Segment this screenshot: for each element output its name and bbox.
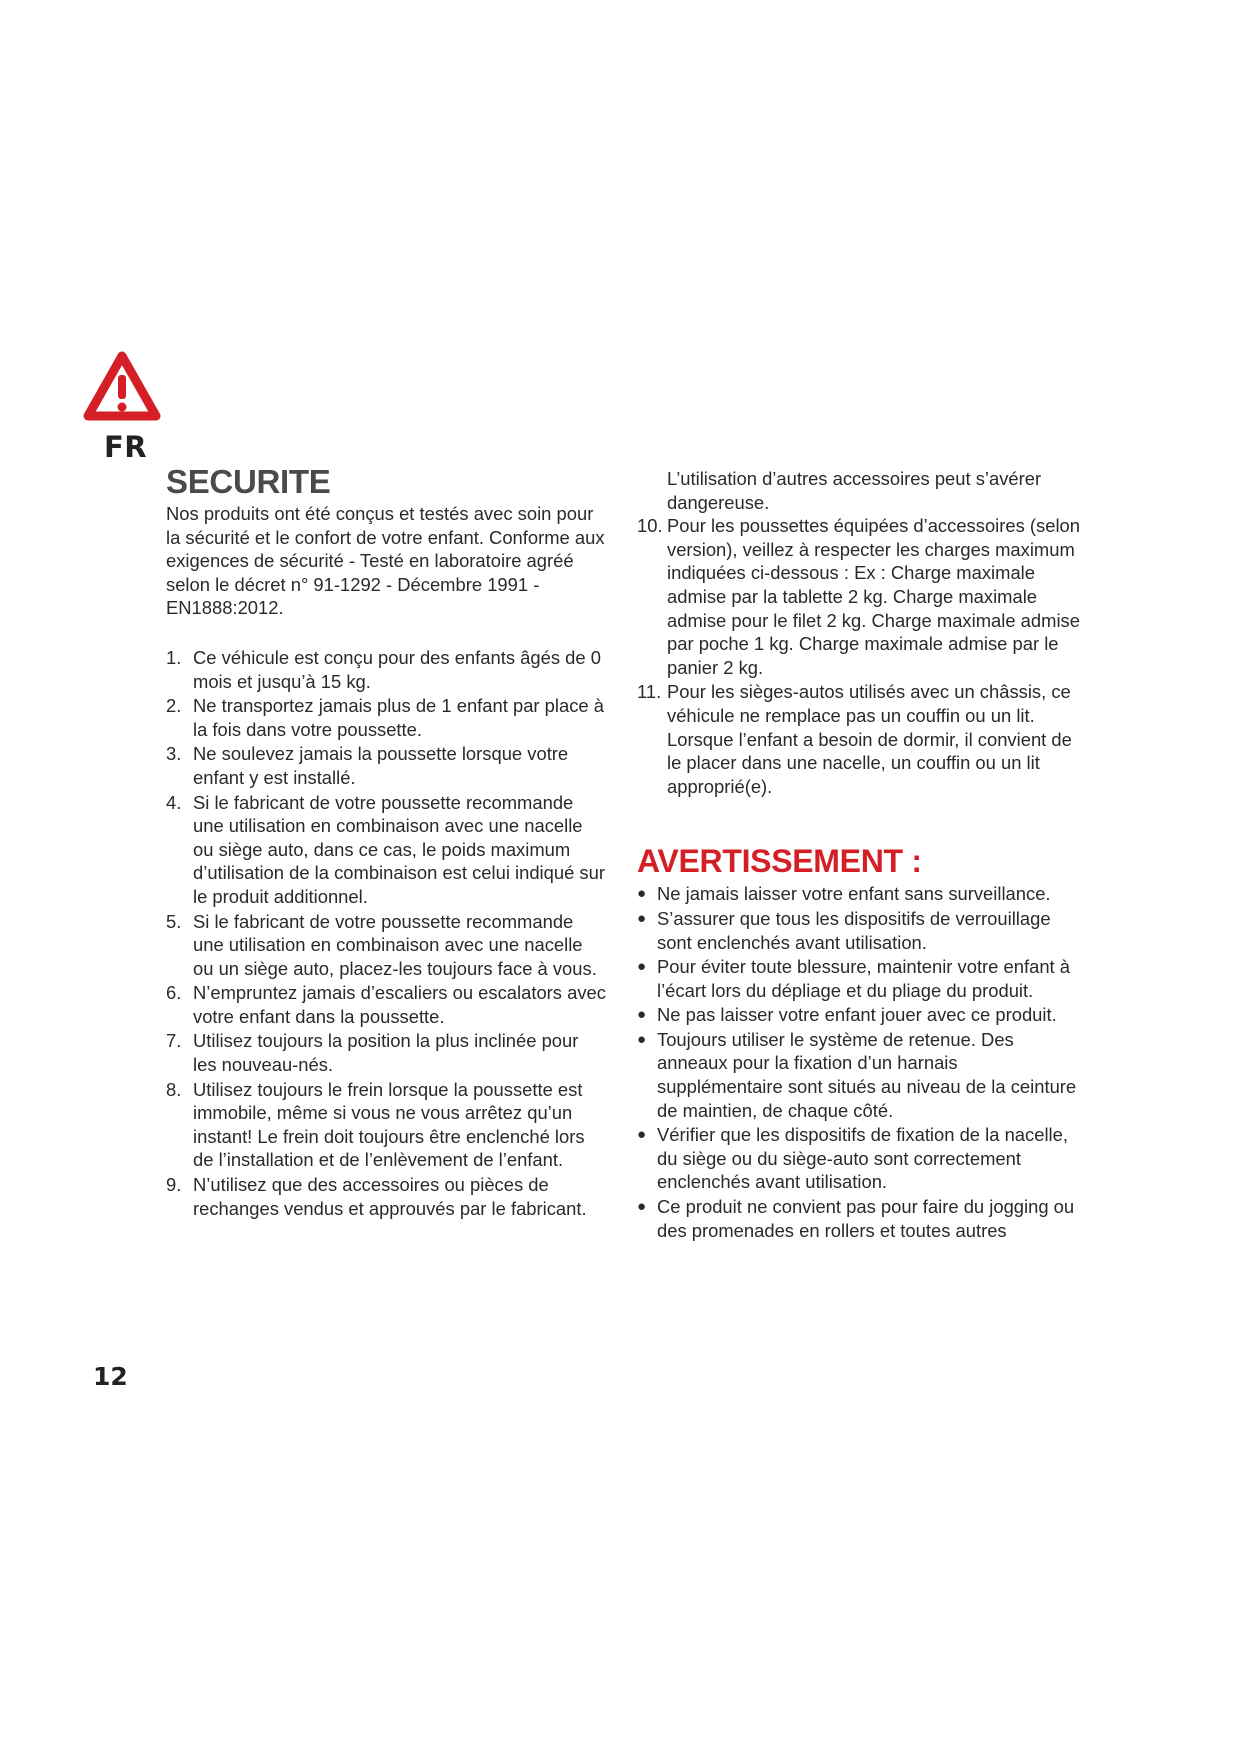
list-item-number: 8. bbox=[166, 1078, 182, 1100]
list-item-number: 4. bbox=[166, 791, 182, 813]
list-item-text: Pour les sièges-autos utilisés avec un châssis, ce véhicule ne remplace pas un couffin ou un lit. Lorsque l’enfant a besoin de dormir, il convient de le placer dans une nacelle, un couffin ou un lit approprié(e). bbox=[667, 681, 1072, 797]
list-item-text: Si le fabricant de votre poussette recommande une utilisation en combinaison avec une nacelle ou siège auto, dans ce cas, le poids maximum d’utilisation de la combinaison est celui indiqué sur le produit additionnel. bbox=[193, 791, 605, 907]
warning-item bbox=[637, 1003, 1087, 1027]
list-item-text: Ce véhicule est conçu pour des enfants âgés de 0 mois et jusqu’à 15 kg. bbox=[193, 646, 601, 692]
bullet-icon: ● bbox=[637, 1198, 647, 1216]
list-item-text: Pour les poussettes équipées d’accessoires (selon version), veillez à respecter les charges maximum indiquées ci-dessous : Ex : Charge maximale admise par la tablette 2 kg. Charge maximale admise pour le filet 2 kg. Charge maximale admise par poche 1 kg. Charge maximale admise par le panier 2 kg. bbox=[667, 515, 1080, 678]
bullet-icon: ● bbox=[637, 885, 647, 903]
securite-intro: Nos produits ont été conçus et testés avec soin pour la sécurité et le confort de votre enfant. Conforme aux exigences de sécurité - Testé en laboratoire agréé selon le décret n° 91-1292 - Décembre 1991 - EN1888:2012. bbox=[166, 503, 605, 619]
warning-item-text: Toujours utiliser le système de retenue. Des anneaux pour la fixation d’un harnais supplémentaire sont situés au niveau de la ceinture de maintien, de chaque côté. bbox=[657, 1028, 1077, 1121]
warning-item-text: Ne jamais laisser votre enfant sans surveillance. bbox=[657, 883, 1051, 905]
bullet-icon: ● bbox=[637, 909, 647, 927]
list-item-number: 9. bbox=[166, 1174, 182, 1196]
securite-title: SECURITE bbox=[166, 463, 331, 500]
warning-item bbox=[637, 1195, 1087, 1242]
warning-item bbox=[637, 955, 1087, 1002]
bullet-icon: ● bbox=[637, 1030, 647, 1048]
warning-item-text: S’assurer que tous les dispositifs de verrouillage sont enclenchés avant utilisation. bbox=[657, 907, 1051, 953]
list-item-text: Ne soulevez jamais la poussette lorsque votre enfant y est installé. bbox=[193, 743, 569, 788]
warning-item bbox=[637, 1028, 1087, 1122]
warning-item bbox=[637, 882, 1087, 906]
left-column bbox=[166, 462, 606, 1221]
bullet-icon: ● bbox=[637, 958, 647, 976]
list-item-number: 10. bbox=[637, 515, 663, 537]
list-item-number: 11. bbox=[637, 681, 662, 703]
warning-triangle-icon bbox=[82, 350, 162, 424]
right-column bbox=[637, 467, 1087, 1243]
list-item-number: 6. bbox=[166, 982, 182, 1004]
list-item bbox=[166, 981, 606, 1028]
list-item bbox=[166, 742, 606, 789]
language-code: FR bbox=[104, 430, 148, 464]
warning-item-text: Ce produit ne convient pas pour faire du jogging ou des promenades en rollers et toutes autres bbox=[657, 1196, 1075, 1241]
avertissement-list bbox=[637, 882, 1087, 1242]
list-item-text: N’utilisez que des accessoires ou pièces de rechanges vendus et approuvés par le fabricant. bbox=[193, 1174, 587, 1219]
list-item bbox=[166, 1173, 606, 1220]
list-item bbox=[166, 1078, 606, 1172]
bullet-icon: ● bbox=[637, 1006, 647, 1024]
item-9-continuation: L’utilisation d’autres accessoires peut s’avérer dangereuse. bbox=[667, 468, 1042, 513]
bullet-icon: ● bbox=[637, 1126, 647, 1144]
avertissement-title: AVERTISSEMENT : bbox=[637, 843, 922, 880]
list-item-text: Utilisez toujours le frein lorsque la poussette est immobile, même si vous ne vous arrêtez qu’un instant! Le frein doit toujours être enclenché lors de l’installation et de l’enlèvement de l’enfant. bbox=[193, 1078, 585, 1171]
warning-item-text: Pour éviter toute blessure, maintenir votre enfant à l’écart lors du dépliage et du pliage du produit. bbox=[657, 956, 1070, 1001]
list-item-number: 2. bbox=[166, 695, 182, 717]
list-item bbox=[166, 791, 606, 909]
warning-item-text: Vérifier que les dispositifs de fixation de la nacelle, du siège ou du siège-auto sont correctement enclenchés avant utilisation. bbox=[657, 1124, 1068, 1193]
list-item-text: Utilisez toujours la position la plus inclinée pour les nouveau-nés. bbox=[193, 1030, 579, 1076]
list-item bbox=[637, 680, 1087, 798]
list-item bbox=[166, 1029, 606, 1076]
securite-list-continued bbox=[637, 514, 1087, 798]
warning-item-text: Ne pas laisser votre enfant jouer avec ce produit. bbox=[657, 1004, 1057, 1026]
list-item-text: Ne transportez jamais plus de 1 enfant par place à la fois dans votre poussette. bbox=[193, 695, 604, 740]
securite-list bbox=[166, 646, 606, 1220]
list-item bbox=[166, 910, 606, 981]
list-item-text: N’empruntez jamais d’escaliers ou escalators avec votre enfant dans la poussette. bbox=[193, 982, 606, 1027]
list-item-text: Si le fabricant de votre poussette recommande une utilisation en combinaison avec une nacelle ou un siège auto, placez-les toujours face à vous. bbox=[193, 910, 597, 979]
list-item-number: 3. bbox=[166, 743, 182, 765]
warning-item bbox=[637, 907, 1087, 954]
list-item bbox=[166, 694, 606, 741]
warning-item bbox=[637, 1123, 1087, 1194]
list-item-number: 7. bbox=[166, 1030, 182, 1052]
list-item-number: 5. bbox=[166, 910, 182, 932]
list-item-number: 1. bbox=[166, 646, 182, 668]
list-item bbox=[166, 646, 606, 693]
page-number: 12 bbox=[93, 1362, 128, 1391]
list-item bbox=[637, 514, 1087, 679]
